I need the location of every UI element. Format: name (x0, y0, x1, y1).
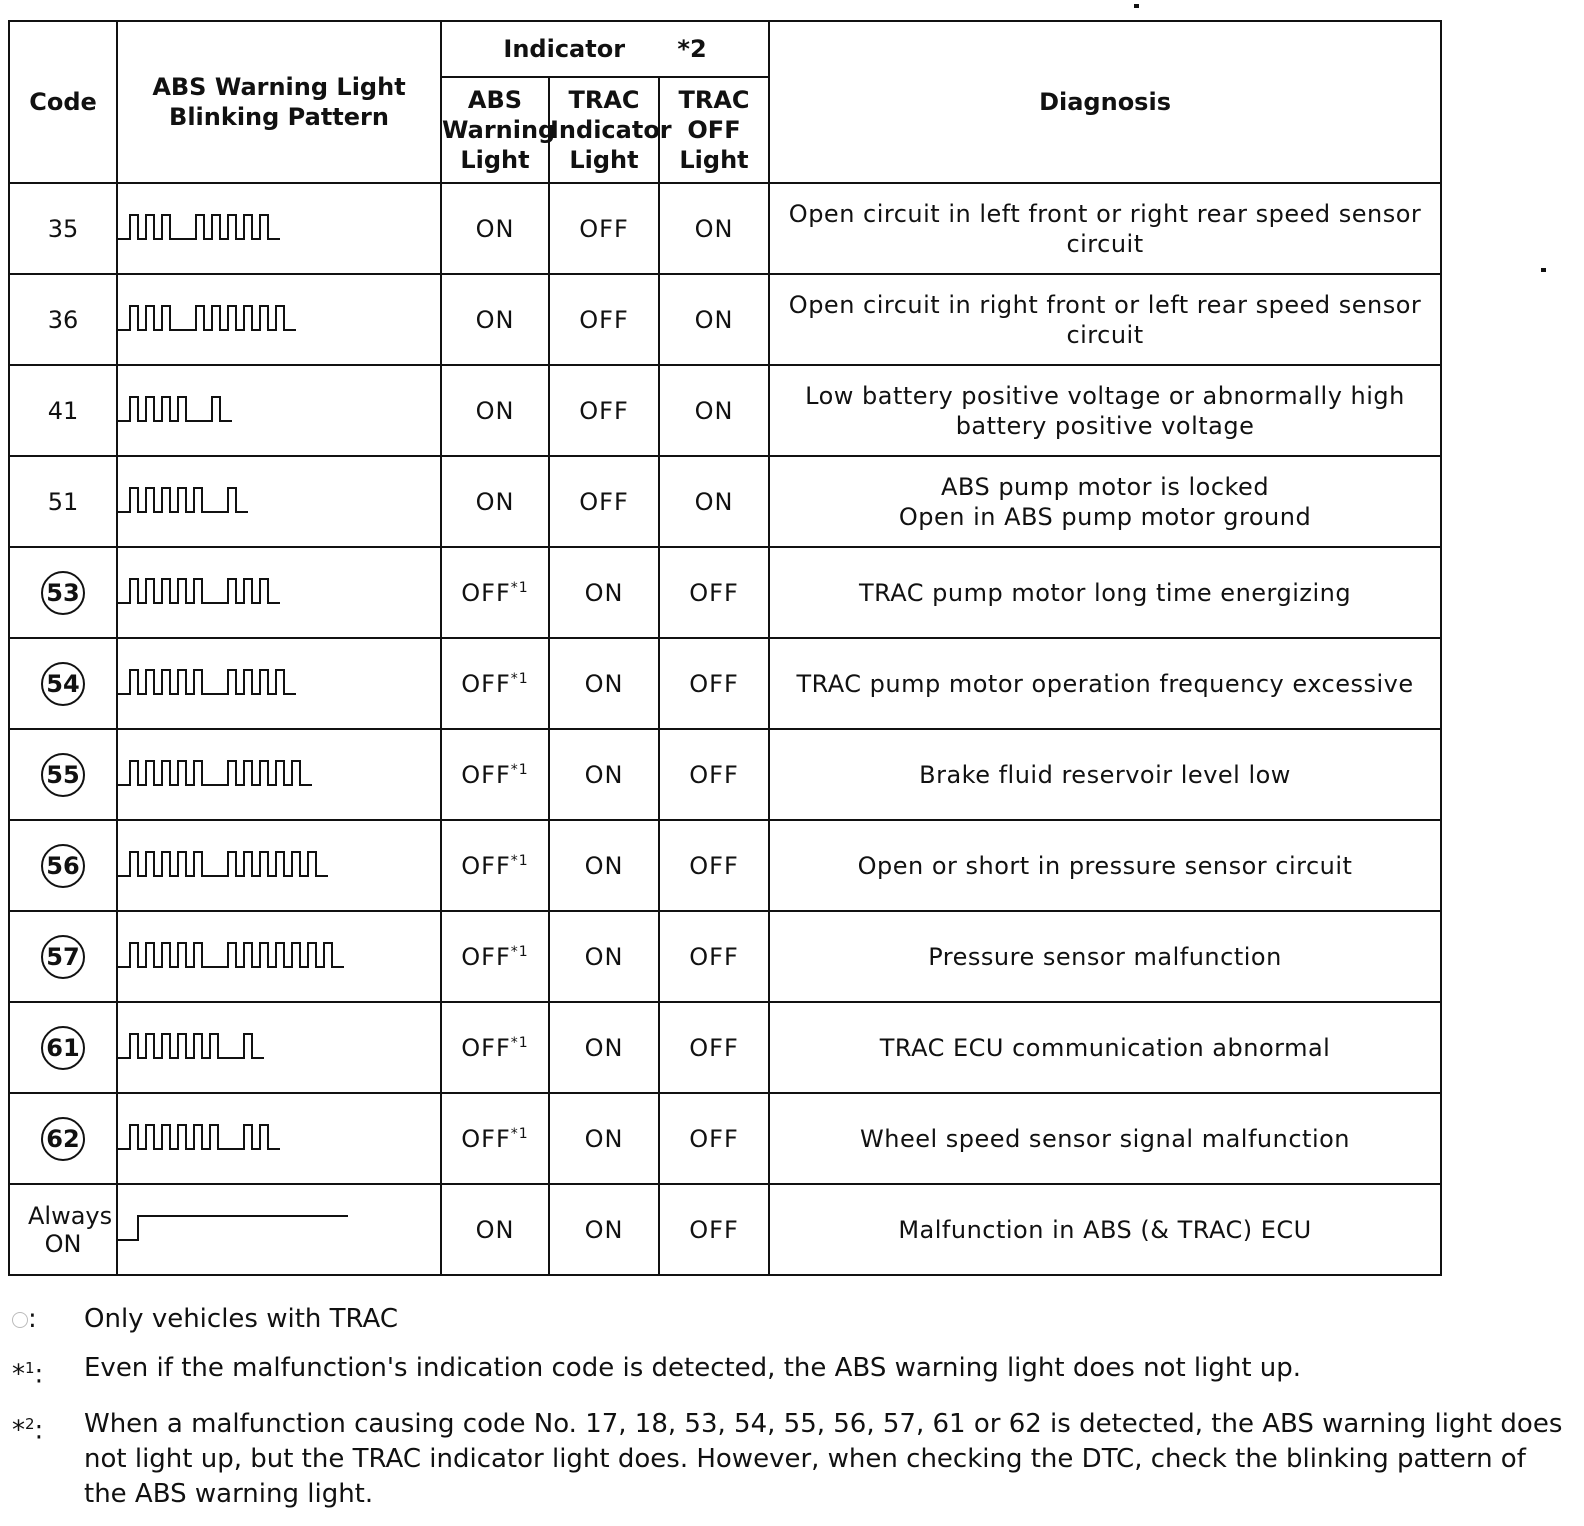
trac-off-state: OFF (659, 1184, 769, 1275)
circled-code: 56 (41, 844, 85, 888)
table-row (9, 1093, 1441, 1184)
diagnosis-cell: ABS pump motor is locked Open in ABS pump motor ground (769, 456, 1441, 547)
trac-indicator-state: OFF (549, 183, 659, 274)
blink-pattern-cell (117, 911, 441, 1002)
circled-code: 53 (41, 571, 85, 615)
table-row (9, 820, 1441, 911)
blink-pattern-line (118, 1216, 348, 1240)
trac-indicator-state: ON (549, 1093, 659, 1184)
trac-indicator-state: ON (549, 729, 659, 820)
state-value: OFF (461, 1033, 511, 1062)
footnotes (10, 1302, 1574, 1526)
blink-pattern-line (118, 1125, 280, 1149)
diagnosis-cell: Open circuit in left front or right rear speed sensor circuit (769, 183, 1441, 274)
trac-off-state: ON (659, 274, 769, 365)
blink-pattern-graphic (118, 1028, 408, 1068)
blink-pattern-line (118, 943, 344, 967)
blink-pattern-cell (117, 547, 441, 638)
table-row (9, 1002, 1441, 1093)
trac-off-state: ON (659, 183, 769, 274)
table-row (9, 456, 1441, 547)
header-abs-light: ABS Warning Light (441, 77, 549, 183)
state-value: OFF (461, 851, 511, 880)
trac-indicator-state: ON (549, 911, 659, 1002)
footnote-2 (10, 1407, 1574, 1512)
blink-pattern-line (118, 306, 296, 330)
header-trac-off: TRAC OFF Light (659, 77, 769, 183)
header-indicator-note: *2 (677, 35, 707, 63)
footnote-ref: *1 (510, 1125, 529, 1142)
abs-light-state (441, 729, 549, 820)
blink-pattern-line (118, 215, 280, 239)
blink-pattern-cell (117, 183, 441, 274)
state-value: ON (475, 1215, 515, 1244)
state-value: ON (475, 396, 515, 425)
abs-light-state (441, 1002, 549, 1093)
abs-light-state (441, 911, 549, 1002)
abs-light-state (441, 820, 549, 911)
trac-off-state: OFF (659, 820, 769, 911)
state-value: OFF (461, 942, 511, 971)
diagnosis-cell: Wheel speed sensor signal malfunction (769, 1093, 1441, 1184)
diagnosis-cell: TRAC pump motor long time energizing (769, 547, 1441, 638)
state-value: ON (475, 214, 515, 243)
footnote-text: Only vehicles with TRAC (84, 1304, 399, 1334)
blink-pattern-line (118, 1034, 264, 1058)
header-diagnosis: Diagnosis (769, 21, 1441, 183)
trac-off-state: ON (659, 365, 769, 456)
blink-pattern-cell (117, 820, 441, 911)
footnote-text: When a malfunction causing code No. 17, 18, 53, 54, 55, 56, 57, 61 or 62 is detected, the ABS warning light does not light up, but the TRAC indicator light does. However, when checking the DTC, check the blinking pattern of the ABS warning light. (84, 1408, 1563, 1509)
blink-pattern-cell (117, 1002, 441, 1093)
blink-pattern-line (118, 579, 280, 603)
code-value: Always ON (28, 1201, 113, 1258)
table-row (9, 274, 1441, 365)
trac-indicator-state: ON (549, 1184, 659, 1275)
trac-off-state: OFF (659, 638, 769, 729)
header-indicator-label: Indicator (503, 35, 626, 63)
code-cell (9, 456, 117, 547)
blink-pattern-cell (117, 729, 441, 820)
trac-off-state: OFF (659, 547, 769, 638)
circled-code: 55 (41, 753, 85, 797)
blink-pattern-graphic (118, 482, 408, 522)
abs-light-state (441, 547, 549, 638)
diagnosis-cell: Open or short in pressure sensor circuit (769, 820, 1441, 911)
trac-indicator-state: OFF (549, 365, 659, 456)
circle-mark-icon (12, 1312, 28, 1328)
trac-indicator-state: ON (549, 638, 659, 729)
footnote-ref: *1 (510, 579, 529, 596)
code-cell (9, 547, 117, 638)
code-value: 51 (47, 487, 79, 516)
circled-code: 61 (41, 1026, 85, 1070)
footnote-trac (10, 1302, 1574, 1337)
code-value: 35 (47, 214, 79, 243)
abs-light-state (441, 274, 549, 365)
blink-pattern-line (118, 852, 328, 876)
diagnosis-cell: TRAC pump motor operation frequency excessive (769, 638, 1441, 729)
state-value: OFF (461, 578, 511, 607)
circled-code: 62 (41, 1117, 85, 1161)
stray-dot (1541, 268, 1546, 272)
code-value: 36 (47, 305, 79, 334)
state-value: OFF (461, 669, 511, 698)
footnote-ref: *1 (510, 670, 529, 687)
circled-code: 54 (41, 662, 85, 706)
state-value: OFF (461, 760, 511, 789)
abs-light-state (441, 183, 549, 274)
code-cell (9, 638, 117, 729)
state-value: OFF (461, 1124, 511, 1153)
diagnosis-cell: Malfunction in ABS (& TRAC) ECU (769, 1184, 1441, 1275)
code-value: 41 (47, 396, 79, 425)
diagnosis-cell: Low battery positive voltage or abnormally high battery positive voltage (769, 365, 1441, 456)
footnote-text: Even if the malfunction's indication code is detected, the ABS warning light does not light up. (84, 1353, 1302, 1383)
blink-pattern-cell (117, 1093, 441, 1184)
blink-pattern-line (118, 488, 248, 512)
blink-pattern-graphic (118, 300, 408, 340)
abs-light-state (441, 638, 549, 729)
stray-dot (1134, 4, 1139, 8)
abs-light-state (441, 1093, 549, 1184)
footnote-mark: *$^2$: (12, 1414, 44, 1446)
footnote-ref: *1 (510, 1034, 529, 1051)
trac-indicator-state: OFF (549, 274, 659, 365)
header-pattern: ABS Warning Light Blinking Pattern (117, 21, 441, 183)
code-cell (9, 365, 117, 456)
blink-pattern-graphic (118, 1210, 408, 1250)
code-cell (9, 274, 117, 365)
blink-pattern-cell (117, 365, 441, 456)
abs-light-state (441, 1184, 549, 1275)
state-value: ON (475, 305, 515, 334)
blink-pattern-line (118, 761, 312, 785)
code-cell (9, 1002, 117, 1093)
code-cell (9, 183, 117, 274)
blink-pattern-cell (117, 1184, 441, 1275)
abs-light-state (441, 365, 549, 456)
footnote-1 (10, 1351, 1574, 1393)
trac-indicator-state: OFF (549, 456, 659, 547)
footnote-mark: : (10, 1302, 84, 1337)
blink-pattern-graphic (118, 937, 408, 977)
state-value: ON (475, 487, 515, 516)
code-cell (9, 820, 117, 911)
trac-off-state: OFF (659, 1002, 769, 1093)
blink-pattern-graphic (118, 846, 408, 886)
table-row (9, 1184, 1441, 1275)
trac-indicator-state: ON (549, 547, 659, 638)
table-row (9, 638, 1441, 729)
footnote-ref: *1 (510, 852, 529, 869)
abs-light-state (441, 456, 549, 547)
footnote-ref: *1 (510, 761, 529, 778)
blink-pattern-cell (117, 274, 441, 365)
blink-pattern-cell (117, 456, 441, 547)
header-indicator (441, 21, 769, 77)
trac-off-state: OFF (659, 729, 769, 820)
blink-pattern-graphic (118, 391, 408, 431)
diagnosis-cell: TRAC ECU communication abnormal (769, 1002, 1441, 1093)
diagnosis-cell: Pressure sensor malfunction (769, 911, 1441, 1002)
footnote-ref: *1 (510, 943, 529, 960)
diagnostic-code-table (8, 20, 1442, 1276)
blink-pattern-graphic (118, 573, 408, 613)
blink-pattern-line (118, 670, 296, 694)
blink-pattern-graphic (118, 664, 408, 704)
header-code: Code (9, 21, 117, 183)
code-cell (9, 729, 117, 820)
blink-pattern-graphic (118, 209, 408, 249)
trac-off-state: OFF (659, 1093, 769, 1184)
code-cell (9, 1093, 117, 1184)
code-cell (9, 1184, 117, 1275)
circled-code: 57 (41, 935, 85, 979)
table-row (9, 183, 1441, 274)
diagnosis-cell: Open circuit in right front or left rear speed sensor circuit (769, 274, 1441, 365)
table-row (9, 729, 1441, 820)
code-cell (9, 911, 117, 1002)
trac-off-state: OFF (659, 911, 769, 1002)
footnote-mark: *$^1$: (12, 1359, 44, 1390)
blink-pattern-line (118, 397, 232, 421)
table-row (9, 547, 1441, 638)
table-row (9, 911, 1441, 1002)
blink-pattern-graphic (118, 1119, 408, 1159)
table-row (9, 365, 1441, 456)
trac-indicator-state: ON (549, 1002, 659, 1093)
trac-off-state: ON (659, 456, 769, 547)
header-trac-indicator: TRAC Indicator Light (549, 77, 659, 183)
trac-indicator-state: ON (549, 820, 659, 911)
blink-pattern-cell (117, 638, 441, 729)
diagnosis-cell: Brake fluid reservoir level low (769, 729, 1441, 820)
blink-pattern-graphic (118, 755, 408, 795)
